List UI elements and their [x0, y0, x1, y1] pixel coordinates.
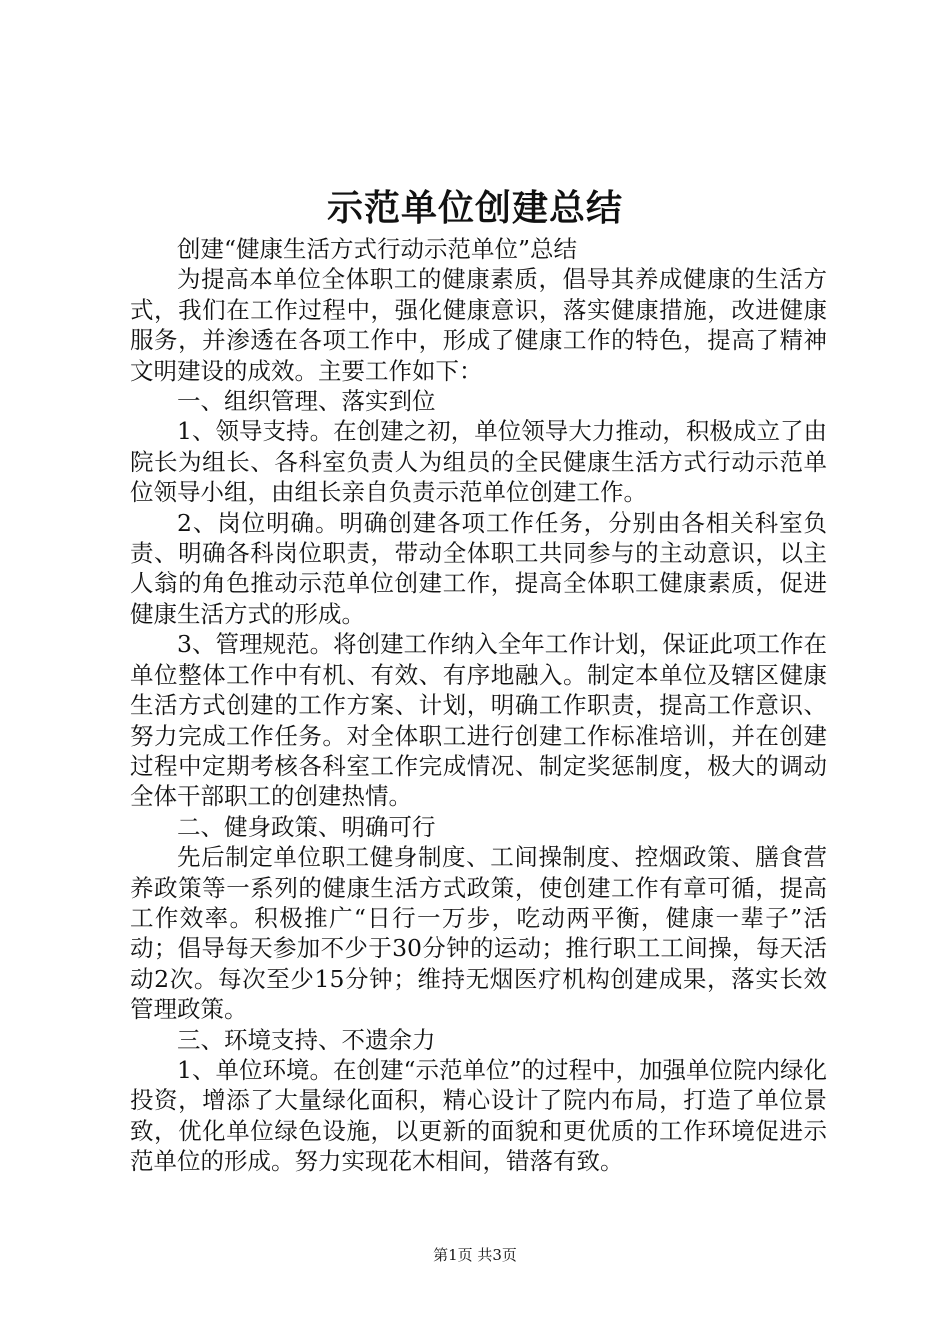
document-title: 示范单位创建总结 [326, 187, 623, 229]
body-paragraph: 3、管理规范。将创建工作纳入全年工作计划，保证此项工作在单位整体工作中有机、有效、有序地融入。制定本单位及辖区健康生活方式创建的工作方案、计划，明确工作职责，提高工作意识、努力完成工作任务。对全体职工进行创建工作标准培训，并在创建过程中定期考核各科室工作完成情况、制定奖惩制度，极大的调动全体干部职工的创建热情。 [130, 630, 827, 811]
section-heading-3: 三、环境支持、不遗余力 [177, 1025, 436, 1054]
page-footer: 第1页 共3页 [433, 1246, 517, 1264]
section-heading-2: 二、健身政策、明确可行 [177, 812, 436, 841]
body-paragraph: 先后制定单位职工健身制度、工间操制度、控烟政策、膳食营养政策等一系列的健康生活方式政策，使创建工作有章可循，提高工作效率。积极推广“日行一万步，吃动两平衡，健康一辈子”活动；倡导每天参加不少于30分钟的运动；推行职工工间操，每天活动2次。每次至少15分钟；维持无烟医疗机构创建成果，落实长效管理政策。 [130, 843, 827, 1024]
intro-paragraph: 为提高本单位全体职工的健康素质，倡导其养成健康的生活方式，我们在工作过程中，强化健康意识，落实健康措施，改进健康服务，并渗透在各项工作中，形成了健康工作的特色，提高了精神文明建设的成效。主要工作如下： [130, 265, 827, 385]
body-paragraph: 1、领导支持。在创建之初，单位领导大力推动，积极成立了由院长为组长、各科室负责人为组员的全民健康生活方式行动示范单位领导小组，由组长亲自负责示范单位创建工作。 [130, 417, 827, 507]
document-body [130, 234, 827, 1177]
subtitle-paragraph: 创建“健康生活方式行动示范单位”总结 [177, 235, 578, 263]
body-paragraph: 2、岗位明确。明确创建各项工作任务，分别由各相关科室负责、明确各科岗位职责，带动全体职工共同参与的主动意识，以主人翁的角色推动示范单位创建工作，提高全体职工健康素质，促进健康生活方式的形成。 [130, 508, 827, 628]
body-paragraph: 1、单位环境。在创建“示范单位”的过程中，加强单位院内绿化投资，增添了大量绿化面积，精心设计了院内布局，打造了单位景致，优化单位绿色设施，以更新的面貌和更优质的工作环境促进示范单位的形成。努力实现花木相间，错落有致。 [130, 1055, 827, 1176]
section-heading-1: 一、组织管理、落实到位 [177, 387, 436, 416]
